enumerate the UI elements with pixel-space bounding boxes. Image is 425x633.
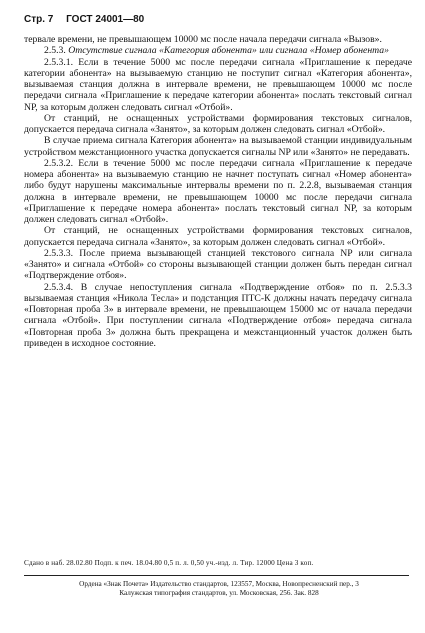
section-heading xyxy=(24,45,412,56)
printer-line: Калужская типография стандартов, ул. Московская, 256. Зак. 828 xyxy=(119,589,319,597)
paragraph: 2.5.3.3. После приема вызывающей станцией текстового сигнала NP или сигнала «Занято» и сигнала «Отбой» со стороны вызывающей станции должен быть передан сигнал «Подтверждение отбоя». xyxy=(24,247,412,282)
imprint-block xyxy=(24,559,412,568)
publisher-line: Ордена «Знак Почета» Издательство стандартов, 123557, Москва, Новопресненский пер., 3 xyxy=(79,580,359,588)
paragraph: В случае приема сигнала Категория абонента» на вызываемой станции индивидуальным устройством межстанционного участка допускается сигналы NP или «Занято» не передавать. xyxy=(24,135,412,158)
document-body xyxy=(24,34,412,349)
imprint-line: Сдано в наб. 28.02.80 Подп. к печ. 18.04.80 0,5 п. л. 0,50 уч.-изд. л. Тир. 12000 Цена 3 коп. xyxy=(24,559,314,567)
paragraph: 2.5.3.1. Если в течение 5000 мс после передачи сигнала «Приглашение к передаче категории абонента» на вызываемую станцию не поступит сигнал «Категория абонента», вызываемая станция должна в интервале времени, не превышающем 10000 мс после передачи сигнала «Приглашение к передаче категории абонента» послать текстовый сигнал NP, за которым должен следовать сигнал «Отбой». xyxy=(24,56,412,113)
paragraph: тервале времени, не превышающем 10000 мс после начала передачи сигнала «Вызов». xyxy=(24,34,382,45)
document-page xyxy=(24,14,412,349)
paragraph: 2.5.3.2. Если в течение 5000 мс после передачи сигнала «Приглашение к передаче номера абонента» на вызываемую станцию не начнет поступать сигнал «Номер абонента» либо будут нарушены максимальные интервалы времени по п. 2.2.8, вызываемая станция должна в интервале времени, не превышающем 10000 мс после передачи сигнала «Приглашение к передаче номера абонента» послать текстовый сигнал NP, за которым должен следовать сигнал «Отбой». xyxy=(24,157,412,225)
standard-code: ГОСТ 24001—80 xyxy=(66,14,145,25)
section-title: Отсутствие сигнала «Категория абонента» или сигнала «Номер абонента» xyxy=(68,45,389,57)
paragraph: 2.5.3.4. В случае непоступления сигнала «Подтверждение отбоя» по п. 2.5.3.3 вызываемая станция «Никола Тесла» и подстанция ПТС-К должны начать передачу сигнала «Повторная проба 3» в интервале времени, не превышающем 15000 мс от начала передачи сигнала «Отбой». При поступлении сигнала «Подтверждение отбоя» передача сигнала «Повторная проба 3» должна быть прекращена и межстанционный участок должен быть приведен в исходное состояние. xyxy=(24,281,412,349)
section-number: 2.5.3. xyxy=(44,45,66,57)
publisher-footer xyxy=(24,580,414,598)
page-header xyxy=(24,14,412,28)
paragraph: От станций, не оснащенных устройствами формирования текстовых сигналов, допускается передача сигнала «Занято», за которым должен следовать сигнал «Отбой». xyxy=(24,112,412,135)
page-number: Стр. 7 xyxy=(24,14,54,25)
paragraph: От станций, не оснащенных устройствами формирования текстовых сигналов, допускается передача сигнала «Занято», за которым должен следовать сигнал «Отбой». xyxy=(24,225,412,248)
footer-divider xyxy=(24,575,409,576)
